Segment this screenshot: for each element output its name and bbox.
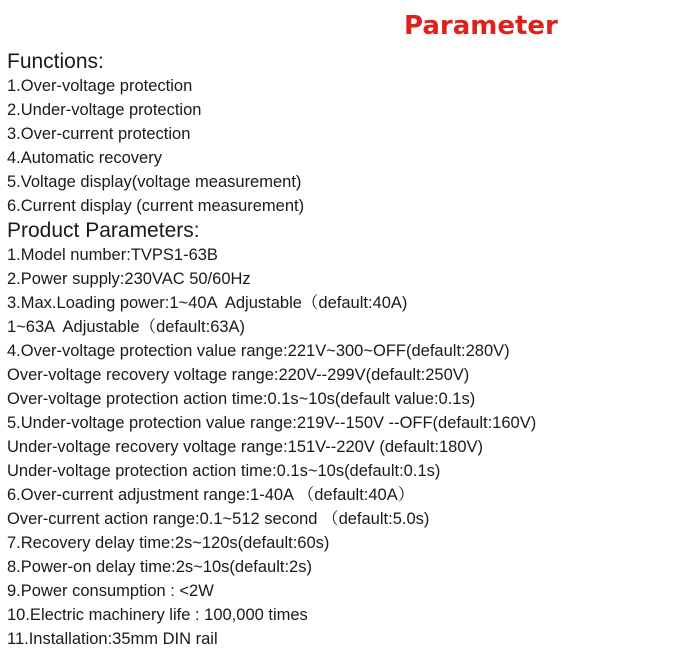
parameter-item: 1.Model number:TVPS1-63B [7,246,218,264]
function-item: 4.Automatic recovery [7,149,162,167]
parameter-item: 1~63A Adjustable（default:63A) [7,318,246,336]
parameter-item: 8.Power-on delay time:2s~10s(default:2s) [7,558,312,576]
function-item: 1.Over-voltage protection [7,77,193,95]
product-parameters-list [7,243,683,651]
parameter-item: 6.Over-current adjustment range:1-40A （default:40A） [7,486,415,504]
function-item: 6.Current display (current measurement) [7,197,305,215]
parameter-item: 11.Installation:35mm DIN rail [7,630,218,648]
function-item: 3.Over-current protection [7,125,191,143]
parameter-item: 2.Power supply:230VAC 50/60Hz [7,270,251,288]
page-title: Parameter [404,11,558,41]
parameter-item: Under-voltage protection action time:0.1s~10s(default:0.1s) [7,462,441,480]
parameter-item: 9.Power consumption : <2W [7,582,214,600]
functions-list [7,74,683,218]
parameter-item: Under-voltage recovery voltage range:151V--220V (default:180V) [7,438,484,456]
parameter-item: 4.Over-voltage protection value range:221V~300~OFF(default:280V) [7,342,510,360]
parameter-item: Over-current action range:0.1~512 second （default:5.0s) [7,510,430,528]
function-item: 5.Voltage display(voltage measurement) [7,173,302,191]
functions-heading: Functions: [7,50,104,73]
parameter-item: 7.Recovery delay time:2s~120s(default:60s) [7,534,330,552]
parameter-item: 5.Under-voltage protection value range:219V--150V --OFF(default:160V) [7,414,537,432]
spec-content [7,49,683,651]
product-parameters-heading: Product Parameters: [7,219,200,242]
parameter-item: Over-voltage recovery voltage range:220V--299V(default:250V) [7,366,470,384]
parameter-item: 10.Electric machinery life : 100,000 times [7,606,308,624]
parameter-item: 3.Max.Loading power:1~40A Adjustable（default:40A) [7,294,408,312]
function-item: 2.Under-voltage protection [7,101,202,119]
parameter-item: Over-voltage protection action time:0.1s~10s(default value:0.1s) [7,390,476,408]
